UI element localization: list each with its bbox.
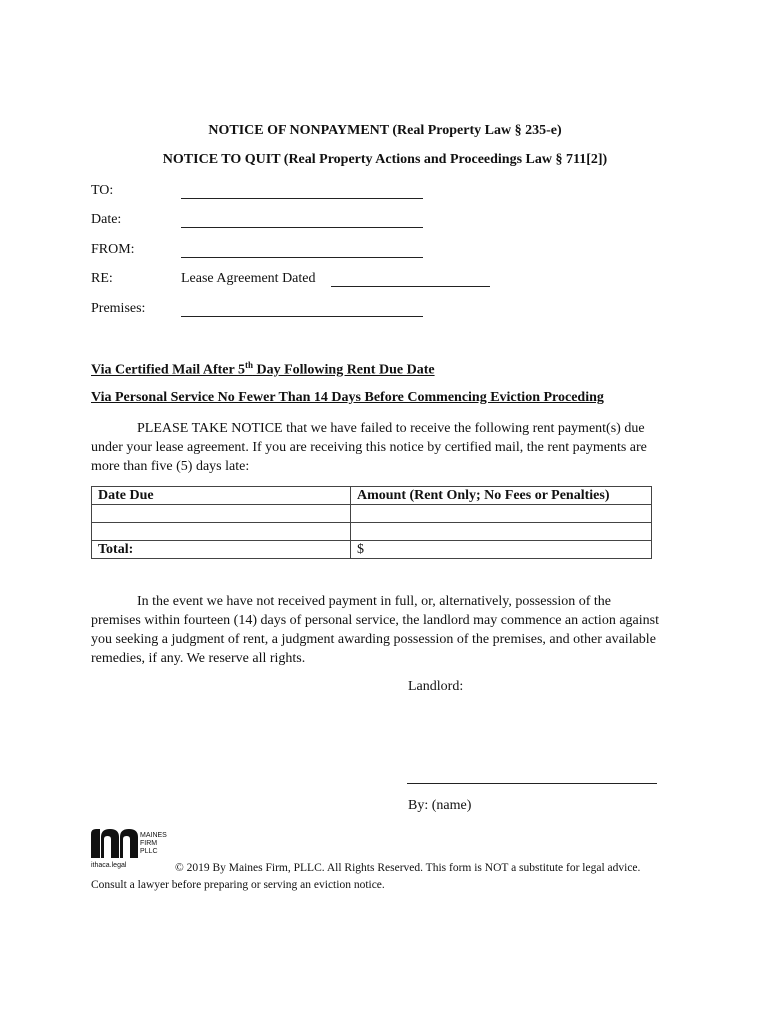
re-label: RE: <box>91 271 113 286</box>
date-blank-line[interactable] <box>181 227 423 228</box>
total-label: Total: <box>92 541 351 559</box>
svg-text:FIRM: FIRM <box>140 840 158 847</box>
date-due-header: Date Due <box>92 487 351 505</box>
by-name-label: By: (name) <box>408 798 472 813</box>
notice-paragraph: PLEASE TAKE NOTICE that we have failed to receive the following rent payment(s) due under your lease agreement. If you are receiving this notice by certified mail, the rent payments are more than five (5) days late: <box>91 421 647 474</box>
signature-line[interactable] <box>407 783 657 784</box>
personal-service-heading: Via Personal Service No Fewer Than 14 Days Before Commencing Eviction Proceding <box>91 390 604 405</box>
premises-blank-line[interactable] <box>181 316 423 317</box>
lease-date-blank-line[interactable] <box>331 286 490 287</box>
total-value[interactable]: $ <box>351 541 652 559</box>
copyright-footer: © 2019 By Maines Firm, PLLC. All Rights Reserved. This form is NOT a substitute for legal advice. Consult a lawyer before preparing or serving an eviction notice. <box>91 862 641 891</box>
table-row <box>92 505 652 523</box>
rent-table <box>91 486 652 559</box>
certified-mail-heading: Via Certified Mail After 5th Day Following Rent Due Date <box>91 360 435 378</box>
landlord-label: Landlord: <box>408 679 464 694</box>
to-blank-line[interactable] <box>181 198 423 199</box>
date-label: Date: <box>91 212 122 227</box>
notice-subtitle: NOTICE TO QUIT (Real Property Actions and Proceedings Law § 711[2]) <box>162 152 608 167</box>
table-row <box>92 523 652 541</box>
from-blank-line[interactable] <box>181 257 423 258</box>
svg-text:MAINES: MAINES <box>140 832 167 839</box>
remedy-paragraph: In the event we have not received payment in full, or, alternatively, possession of the premises within fourteen (14) days of personal service, the landlord may commence an action against you seeking a judgment of rent, a judgment awarding possession of the premises, and other available remedies, if any. We reserve all rights. <box>91 594 659 666</box>
amount-cell[interactable] <box>351 505 652 523</box>
to-label: TO: <box>91 183 114 198</box>
date-due-cell[interactable] <box>92 523 351 541</box>
lease-agreement-dated-label: Lease Agreement Dated <box>181 271 316 286</box>
table-header-row <box>92 487 652 505</box>
amount-cell[interactable] <box>351 523 652 541</box>
svg-text:PLLC: PLLC <box>140 848 158 855</box>
table-total-row <box>92 541 652 559</box>
from-label: FROM: <box>91 242 135 257</box>
premises-label: Premises: <box>91 301 146 316</box>
date-due-cell[interactable] <box>92 505 351 523</box>
amount-header: Amount (Rent Only; No Fees or Penalties) <box>351 487 652 505</box>
notice-title: NOTICE OF NONPAYMENT (Real Property Law § 235-e) <box>208 123 562 138</box>
svg-text:ithaca.legal: ithaca.legal <box>91 862 127 869</box>
